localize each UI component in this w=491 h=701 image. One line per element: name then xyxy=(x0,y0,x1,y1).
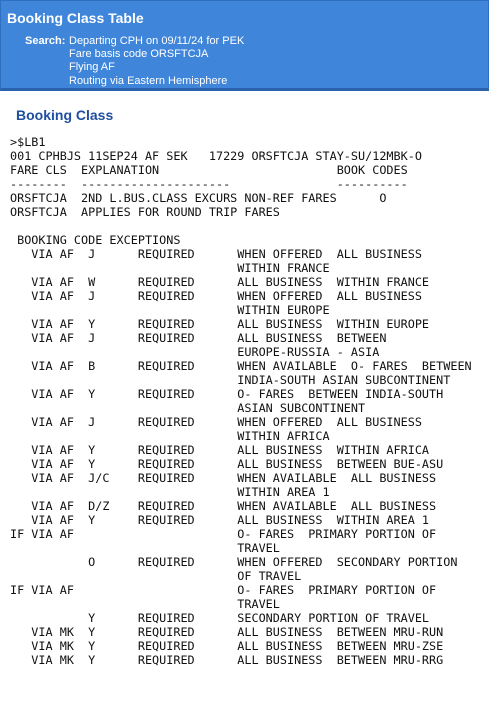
terminal-line: VIA MK Y REQUIRED ALL BUSINESS BETWEEN MRU-RUN xyxy=(10,625,444,639)
terminal-line: VIA AF W REQUIRED ALL BUSINESS WITHIN FRANCE xyxy=(10,275,430,289)
terminal-line: VIA AF Y REQUIRED ALL BUSINESS WITHIN AFRICA xyxy=(10,443,430,457)
terminal-line: INDIA-SOUTH ASIAN SUBCONTINENT xyxy=(10,373,451,387)
terminal-line: O REQUIRED WHEN OFFERED SECONDARY PORTION xyxy=(10,555,458,569)
terminal-line: ORSFTCJA 2ND L.BUS.CLASS EXCURS NON-REF FARES O xyxy=(10,191,387,205)
terminal-line: VIA AF J/C REQUIRED WHEN AVAILABLE ALL BUSINESS xyxy=(10,471,437,485)
terminal-line: VIA AF Y REQUIRED ALL BUSINESS WITHIN EUROPE xyxy=(10,317,430,331)
terminal-line: WITHIN FRANCE xyxy=(10,261,330,275)
terminal-output xyxy=(10,135,472,667)
terminal-line: Y REQUIRED SECONDARY PORTION OF TRAVEL xyxy=(10,611,430,625)
search-criteria-line: Fare basis code ORSFTCJA xyxy=(69,48,209,61)
terminal-line: OF TRAVEL xyxy=(10,569,302,583)
terminal-line: VIA MK Y REQUIRED ALL BUSINESS BETWEEN MRU-ZSE xyxy=(10,639,444,653)
terminal-line: VIA AF J REQUIRED WHEN OFFERED ALL BUSINESS xyxy=(10,247,422,261)
terminal-line: EUROPE-RUSSIA - ASIA xyxy=(10,345,380,359)
terminal-line xyxy=(10,219,472,233)
search-label: Search: xyxy=(25,35,66,47)
terminal-line: VIA AF Y REQUIRED O- FARES BETWEEN INDIA-SOUTH xyxy=(10,387,444,401)
terminal-line: WITHIN AREA 1 xyxy=(10,485,330,499)
terminal-line: -------- --------------------- ---------- xyxy=(10,177,408,191)
terminal-line: VIA AF D/Z REQUIRED WHEN AVAILABLE ALL BUSINESS xyxy=(10,499,437,513)
terminal-line: VIA AF J REQUIRED ALL BUSINESS BETWEEN xyxy=(10,331,387,345)
terminal-line: VIA AF J REQUIRED WHEN OFFERED ALL BUSINESS xyxy=(10,289,422,303)
page-title: Booking Class Table xyxy=(7,10,144,26)
terminal-line: FARE CLS EXPLANATION BOOK CODES xyxy=(10,163,408,177)
terminal-line: TRAVEL xyxy=(10,597,280,611)
terminal-line: 001 CPHBJS 11SEP24 AF SEK 17229 ORSFTCJA STAY-SU/12MBK-O xyxy=(10,149,422,163)
terminal-line: BOOKING CODE EXCEPTIONS xyxy=(10,233,181,247)
terminal-line: VIA AF Y REQUIRED ALL BUSINESS BETWEEN BUE-ASU xyxy=(10,457,444,471)
terminal-line: TRAVEL xyxy=(10,541,280,555)
terminal-line: IF VIA AF O- FARES PRIMARY PORTION OF xyxy=(10,583,437,597)
terminal-line: WITHIN AFRICA xyxy=(10,429,330,443)
terminal-line: WITHIN EUROPE xyxy=(10,303,330,317)
header-banner xyxy=(0,0,489,91)
terminal-line: VIA AF J REQUIRED WHEN OFFERED ALL BUSINESS xyxy=(10,415,422,429)
search-criteria-line: Routing via Eastern Hemisphere xyxy=(69,74,228,87)
terminal-line: VIA AF B REQUIRED WHEN AVAILABLE O- FARES BETWEEN xyxy=(10,359,472,373)
terminal-line: ASIAN SUBCONTINENT xyxy=(10,401,366,415)
terminal-line: >$LB1 xyxy=(10,135,46,149)
search-criteria xyxy=(69,35,244,88)
search-criteria-line: Flying AF xyxy=(69,61,115,74)
terminal-line: ORSFTCJA APPLIES FOR ROUND TRIP FARES xyxy=(10,205,280,219)
terminal-line: IF VIA AF O- FARES PRIMARY PORTION OF xyxy=(10,527,437,541)
search-criteria-line: Departing CPH on 09/11/24 for PEK xyxy=(69,35,245,47)
section-title: Booking Class xyxy=(16,107,114,123)
terminal-line: VIA AF Y REQUIRED ALL BUSINESS WITHIN AREA 1 xyxy=(10,513,430,527)
terminal-line: VIA MK Y REQUIRED ALL BUSINESS BETWEEN MRU-RRG xyxy=(10,653,444,667)
